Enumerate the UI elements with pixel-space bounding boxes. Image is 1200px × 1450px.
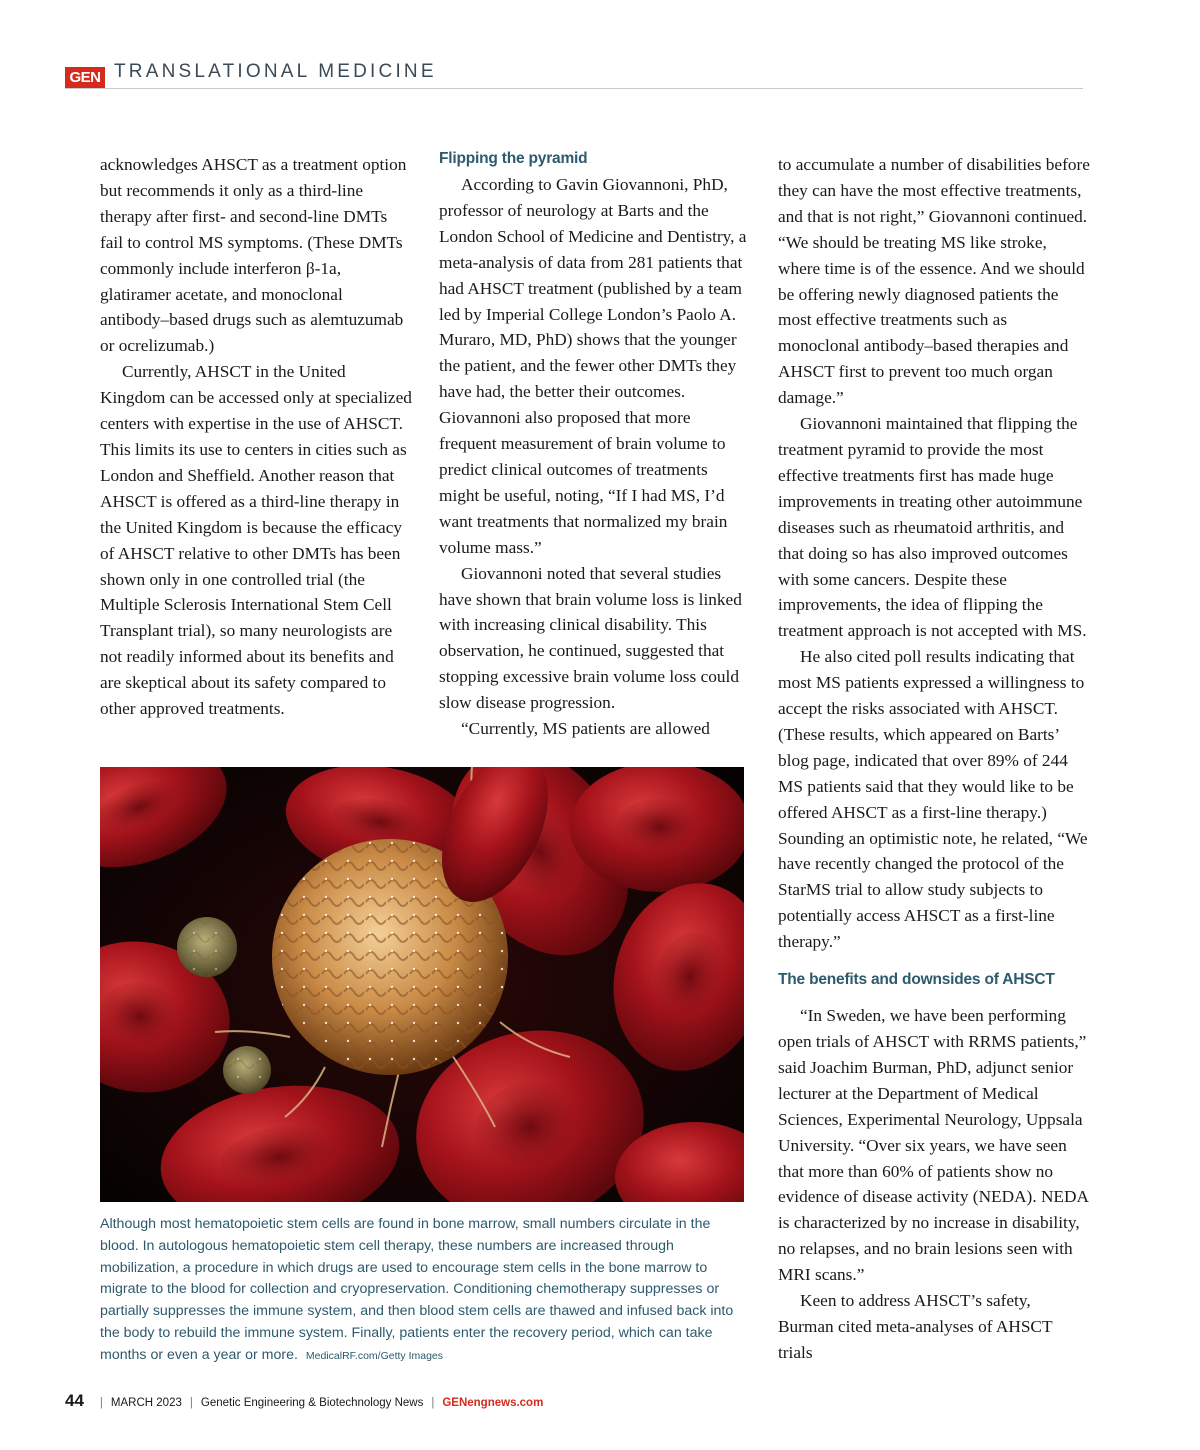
website-link[interactable]: GENengnews.com xyxy=(442,1397,544,1409)
body-paragraph: Keen to address AHSCT’s safety, Burman cited meta-analyses of AHSCT trials xyxy=(778,1291,1053,1362)
footer-separator: | xyxy=(431,1397,435,1409)
body-paragraph: Giovannoni noted that several studies have shown that brain volume loss is linked with increasing clinical disability. This observation, he continued, suggested that stopping excessive brain volume loss could slow disease progression. xyxy=(439,563,742,713)
body-paragraph: Currently, AHSCT in the United Kingdom can be accessed only at specialized centers with expertise in the use of AHSCT. This limits its use to centers in cities such as London and Sheffield. Another reason that AHSCT is offered as a third-line therapy in the United Kingdom is because the efficacy of AHSCT relative to other DMTs has been shown only in one controlled trial (the Multiple Sclerosis International Stem Cell Transplant trial), so many neurologists are not readily informed about its benefits and are skeptical about its safety compared to other approved treatments. xyxy=(100,362,412,719)
section-title: TRANSLATIONAL MEDICINE xyxy=(114,61,437,82)
gen-logo: GEN xyxy=(65,67,105,88)
body-paragraph: acknowledges AHSCT as a treatment option but recommends it only as a third-line therapy after first- and second-line DMTs fail to control MS symptoms. (These DMTs commonly include interferon β-1a, glatiramer acetate, and monoclonal antibody–based drugs such as alemtuzumab or ocrelizumab.) xyxy=(100,155,407,356)
footer-separator: | xyxy=(189,1397,193,1409)
page-header xyxy=(65,60,1083,89)
caption-text: Although most hematopoietic stem cells are found in bone marrow, small numbers circulate in the blood. In autologous hematopoietic stem cell therapy, these numbers are increased through mobilization, a procedure in which drugs are used to encourage stem cells in the bone marrow to migrate to the blood for collection and cryopreservation. Conditioning chemotherapy suppresses or partially suppresses the immune system, and then blood stem cells are thawed and infused back into the body to rebuild the immune system. Finally, patients enter the recovery period, which can take months or even a year or more. xyxy=(100,1216,734,1363)
subheading-flipping-pyramid: Flipping the pyramid xyxy=(439,150,588,167)
body-paragraph: He also cited poll results indicating that most MS patients expressed a willingness to accept the risks associated with AHSCT. (These results, which appeared on Barts’ blog page, indicated that over 89% of 244 MS patients said that they would like to be offered AHSCT as a first-line therapy.) Sounding an optimistic note, he related, “We have recently changed the protocol of the StarMS trial to allow study subjects to potentially access AHSCT as a first-line therapy.” xyxy=(778,647,1088,952)
body-paragraph: According to Gavin Giovannoni, PhD, professor of neurology at Barts and the London School of Medicine and Dentistry, a meta-analysis of data from 281 patients that had AHSCT treatment (published by a team led by Imperial College London’s Paolo A. Muraro, MD, PhD) shows that the younger the patient, and the fewer other DMTs they have had, the better their outcomes. Giovannoni also proposed that more frequent measurement of brain volume to predict clinical outcomes of treatments might be useful, noting, “If I had MS, I’d want treatments that normalized my brain volume mass.” xyxy=(439,175,747,557)
subheading-benefits-downsides: The benefits and downsides of AHSCT xyxy=(778,971,1055,989)
article-column-3 xyxy=(778,152,1090,1366)
publication-name: Genetic Engineering & Biotechnology News xyxy=(200,1397,424,1409)
figure-caption xyxy=(100,1214,748,1368)
page-number: 44 xyxy=(65,1391,84,1410)
article-column-1 xyxy=(100,152,412,722)
issue-date: MARCH 2023 xyxy=(110,1397,182,1409)
page-footer xyxy=(65,1390,543,1414)
body-paragraph: “Currently, MS patients are allowed xyxy=(461,719,710,739)
body-paragraph: “In Sweden, we have been performing open trials of AHSCT with RRMS patients,” said Joachim Burman, PhD, adjunct senior lecturer at the Department of Medical Sciences, Experimental Neurology, Uppsala University. “Over six years, we have seen that more than 60% of patients show no evidence of disease activity (NEDA). NEDA is characterized by no increase in disability, no relapses, and no brain lesions seen with MRI scans.” xyxy=(778,1006,1088,1285)
body-paragraph: to accumulate a number of disabilities before they can have the most effective treatments, and that is not right,” Giovannoni continued. “We should be treating MS like stroke, where time is of the essence. And we should be offering newly diagnosed patients the most effective treatments such as monoclonal antibody–based therapies and AHSCT first to prevent too much organ damage.” xyxy=(778,155,1090,408)
image-credit: MedicalRF.com/Getty Images xyxy=(305,1349,444,1362)
body-paragraph: Giovannoni maintained that flipping the treatment pyramid to provide the most effective treatments first has made huge improvements in treating other autoimmune diseases such as rheumatoid arthritis, and that doing so has also improved outcomes with some cancers. Despite these improvements, the idea of flipping the treatment approach is not accepted with MS. xyxy=(778,414,1087,641)
footer-separator: | xyxy=(99,1397,103,1409)
stem-cell-illustration xyxy=(100,767,744,1202)
article-column-2 xyxy=(439,152,751,742)
